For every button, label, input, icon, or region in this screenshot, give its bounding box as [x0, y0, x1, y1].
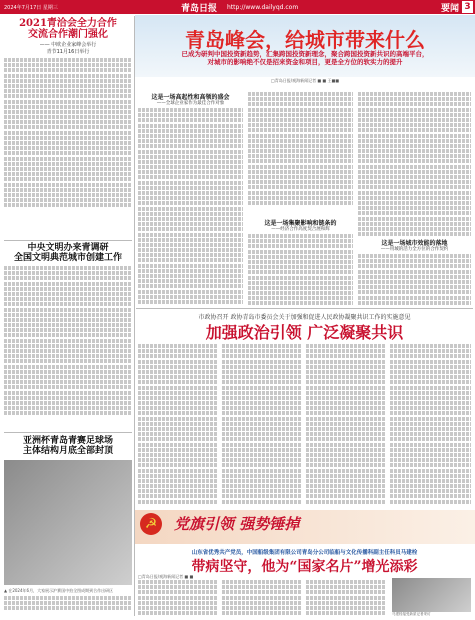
kicker-3-sub: ——用城的活力全方位的合作契约: [380, 247, 449, 252]
story4-kicker: 市政协召开 政协青岛市委员会关于加强和促进人民政协凝聚共识工作的实施意见: [198, 314, 411, 321]
divider: [4, 432, 132, 433]
story1-subtitle: —— 中欧企业家峰会举行: [39, 42, 97, 48]
portrait-caption: 马建栓接受新质记者采访: [392, 612, 431, 616]
story2-title-line1: 中央文明办来青调研: [27, 243, 109, 253]
story3-headline: [4, 436, 132, 456]
story2-title-line2: 全国文明典范城市创建工作: [13, 253, 122, 263]
story4-headline: 加强政治引领 广泛凝聚共识: [205, 323, 404, 342]
story3-body: [4, 596, 132, 618]
masthead: [4, 0, 58, 14]
lead-subheadline: [135, 50, 475, 66]
kicker-2-sub: ——经济合作高度契合展和辉: [271, 227, 330, 232]
story5-kicker: 山东省优秀共产党员，中国船级集团有限公司青岛分公司临船与文化传播科副主任科员马建栓: [191, 550, 418, 556]
newspaper-logo: 青岛日报: [181, 4, 218, 14]
story1-body: [4, 58, 132, 208]
story2-headline: [4, 243, 132, 263]
story5-body-col1: [138, 580, 218, 618]
lead-body-col2: [248, 92, 353, 210]
lead-body-col3: [358, 92, 471, 242]
story3-title-line1: 亚洲杯青岛青赛足球场: [22, 436, 113, 446]
story1-title-line2: 交流合作潮门强化: [28, 29, 108, 40]
lead-byline: □青岛日报/观海新闻记者 ■ ■ 王■■: [270, 78, 340, 83]
lead-subheadline-line1: 已成为研判中国投资新趋势，汇集跨国投资新理念，聚合跨国投资新共识的高端平台，: [181, 50, 429, 58]
story5-headline: 带病坚守，他为“国家名片”增光添彩: [191, 559, 418, 575]
kicker-3: 这是一场城市效能的落地: [381, 240, 448, 247]
story3-title-line2: 主体结构月底全部封顶: [22, 446, 113, 456]
story5-byline: □青岛日报/观海新闻记者 ■ ■: [138, 574, 194, 579]
lead-body-col2b: [248, 234, 353, 306]
party-emblem-icon: ☭: [140, 513, 162, 535]
story4-body-col1: [138, 344, 218, 506]
story4-body-col3: [306, 344, 386, 506]
issue-date: 2024年7月17日 星期三: [4, 4, 58, 11]
divider: [136, 308, 473, 309]
story5-body-col2: [222, 580, 302, 618]
page-number: 3: [462, 1, 473, 13]
lead-body-col3b: [358, 254, 471, 306]
photo-caption: ▲ 在2024年6月，大家展示沪赛国中拍全图成期到合作出研区: [4, 588, 114, 593]
site-url[interactable]: http://www.dailyqd.com: [227, 4, 299, 11]
party-slogan: 党旗引领 强势锤掉: [174, 515, 300, 533]
story4-body-col2: [222, 344, 302, 506]
lead-subheadline-line2: 对城市的影响绝不仅是招来资金和项目，更是全方位的软实力的提升: [207, 58, 403, 66]
story2-body: [4, 266, 132, 416]
lead-body-col1: [138, 108, 243, 306]
story1-headline: [4, 18, 132, 40]
story4-body-col4: [390, 344, 471, 506]
stadium-photo: [4, 460, 132, 585]
story1-subtitle2: 青节11月16日举行: [46, 49, 90, 55]
kicker-1-sub: ——全球企业家作为最佳合作对象: [156, 101, 225, 106]
portrait-photo: [392, 578, 471, 612]
section-title: 要闻: [440, 4, 459, 14]
lead-headline: 青岛峰会，给城市带来什么: [185, 28, 425, 52]
divider: [4, 240, 132, 241]
kicker-1: 这是一场高起性和高领的盛会: [151, 94, 230, 101]
story1-title-line1: 2021青洽会全力合作: [19, 18, 117, 29]
kicker-2: 这是一场集聚影响和链条的: [264, 220, 337, 227]
story5-body-col3: [306, 580, 386, 618]
